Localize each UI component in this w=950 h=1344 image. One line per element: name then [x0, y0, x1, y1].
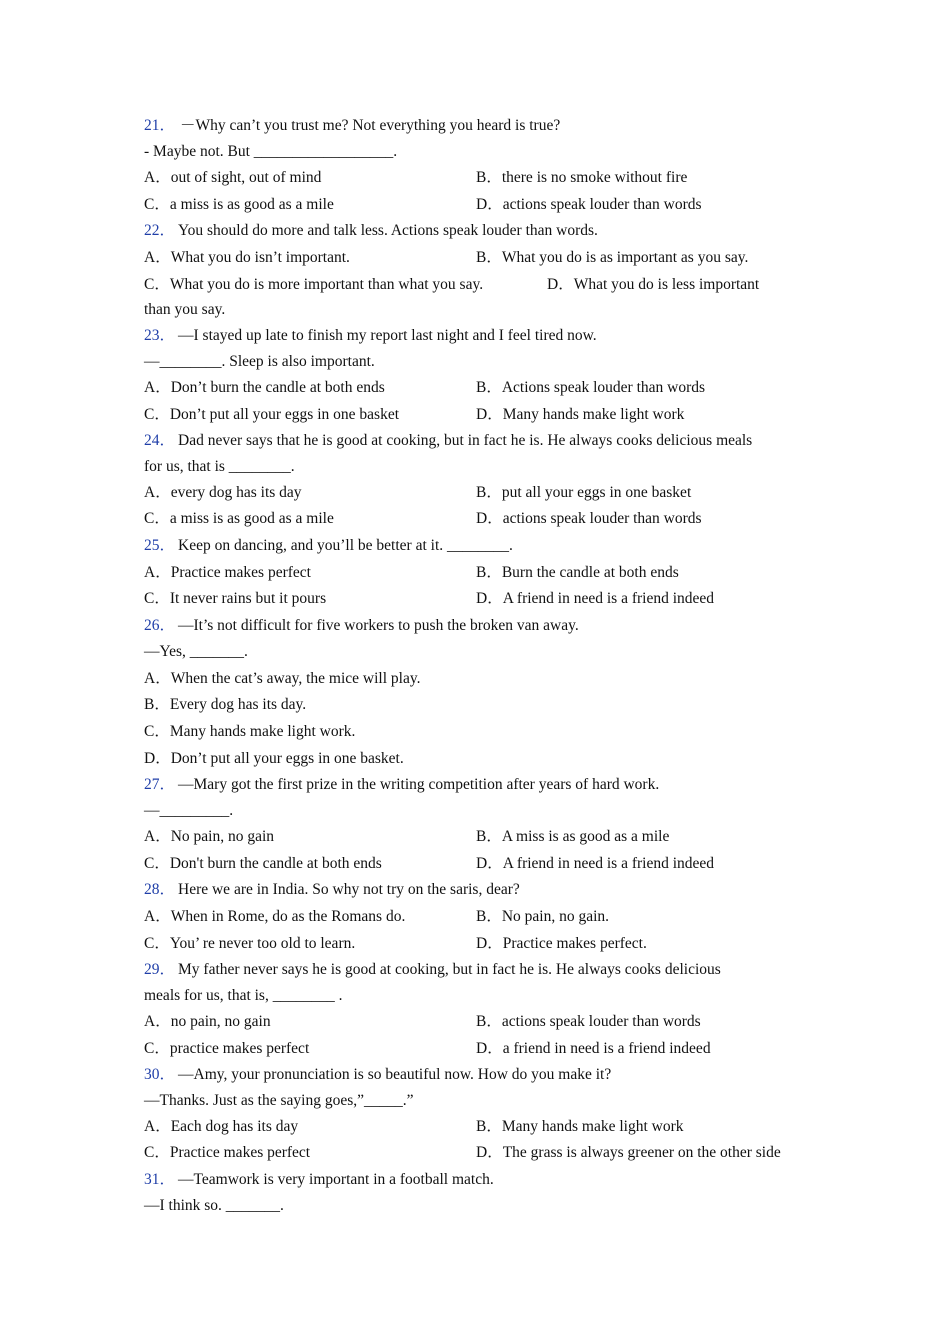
question-stem: —Teamwork is very important in a football match. — [178, 1171, 494, 1188]
option-b: B．put all your eggs in one basket — [476, 484, 692, 501]
option-b: B．Burn the candle at both ends — [476, 564, 679, 581]
option-a: A．When in Rome, do as the Romans do. — [144, 908, 406, 925]
option-a: A．No pain, no gain — [144, 828, 275, 845]
option-d: D．Many hands make light work — [476, 406, 685, 423]
option-c: C．a miss is as good as a mile — [144, 510, 334, 527]
question-stem: －Why can’t you trust me? Not everything you heard is true? — [180, 117, 561, 134]
option-d-continued: than you say. — [144, 301, 226, 318]
option-b: B．Actions speak louder than words — [476, 379, 706, 396]
option-b: B．No pain, no gain. — [476, 908, 610, 925]
question-stem-line: meals for us, that is, ________ . — [144, 987, 343, 1004]
option-d: D．The grass is always greener on the other side — [476, 1144, 781, 1161]
option-a: A．Practice makes perfect — [144, 564, 311, 581]
option-c: C．Don't burn the candle at both ends — [144, 855, 382, 872]
option-b: B．there is no smoke without fire — [476, 169, 688, 186]
option-c: C．Don’t put all your eggs in one basket — [144, 406, 400, 423]
question-number: 22． — [144, 222, 176, 239]
question-stem-line: —Thanks. Just as the saying goes,”_____.” — [144, 1092, 414, 1109]
question-stem-line: —_________. — [144, 802, 234, 819]
option-c: C．Many hands make light work. — [144, 723, 356, 740]
option-d: D．What you do is less important — [547, 276, 760, 293]
question-stem: —Amy, your pronunciation is so beautiful now. How do you make it? — [178, 1066, 612, 1083]
option-b: B．What you do is as important as you say. — [476, 249, 749, 266]
question-stem-line: for us, that is ________. — [144, 458, 295, 475]
question-stem-line: —Yes, _______. — [144, 643, 248, 660]
option-a: A．Don’t burn the candle at both ends — [144, 379, 385, 396]
option-d: D．A friend in need is a friend indeed — [476, 590, 715, 607]
option-d: D．actions speak louder than words — [476, 196, 702, 213]
option-c: C．a miss is as good as a mile — [144, 196, 334, 213]
question-stem: —It’s not difficult for five workers to push the broken van away. — [178, 617, 579, 634]
question-number: 28． — [144, 881, 176, 898]
question-stem: Here we are in India. So why not try on the saris, dear? — [178, 881, 520, 898]
option-a: A．Each dog has its day — [144, 1118, 299, 1135]
option-c: C．You’ re never too old to learn. — [144, 935, 356, 952]
question-stem-line: —________. Sleep is also important. — [144, 353, 375, 370]
question-number: 26． — [144, 617, 176, 634]
question-stem: —I stayed up late to finish my report last night and I feel tired now. — [178, 327, 597, 344]
option-d: D．Don’t put all your eggs in one basket. — [144, 750, 404, 767]
question-number: 25． — [144, 537, 176, 554]
option-a: A．out of sight, out of mind — [144, 169, 322, 186]
option-a: A．no pain, no gain — [144, 1013, 271, 1030]
question-number: 23． — [144, 327, 176, 344]
question-number: 27． — [144, 776, 176, 793]
option-b: B．A miss is as good as a mile — [476, 828, 670, 845]
option-b: B．Every dog has its day. — [144, 696, 307, 713]
option-c: C．What you do is more important than what you say. — [144, 276, 484, 293]
question-number: 29． — [144, 961, 176, 978]
option-d: D．A friend in need is a friend indeed — [476, 855, 715, 872]
option-d: D．Practice makes perfect. — [476, 935, 647, 952]
option-a: A．What you do isn’t important. — [144, 249, 350, 266]
question-number: 30． — [144, 1066, 176, 1083]
question-number: 24． — [144, 432, 176, 449]
question-stem: Keep on dancing, and you’ll be better at it. ________. — [178, 537, 513, 554]
question-stem: You should do more and talk less. Actions speak louder than words. — [178, 222, 598, 239]
option-c: C．practice makes perfect — [144, 1040, 310, 1057]
question-number: 21． — [144, 117, 176, 134]
option-c: C．It never rains but it pours — [144, 590, 327, 607]
question-stem: My father never says he is good at cooking, but in fact he is. He always cooks delicious — [178, 961, 721, 978]
question-stem-line: - Maybe not. But __________________. — [144, 143, 398, 160]
question-stem-line: —I think so. _______. — [144, 1197, 284, 1214]
option-b: B．Many hands make light work — [476, 1118, 684, 1135]
option-d: D．a friend in need is a friend indeed — [476, 1040, 711, 1057]
option-a: A．When the cat’s away, the mice will play. — [144, 670, 421, 687]
option-c: C．Practice makes perfect — [144, 1144, 311, 1161]
question-stem: —Mary got the first prize in the writing competition after years of hard work. — [178, 776, 660, 793]
option-a: A．every dog has its day — [144, 484, 302, 501]
option-b: B．actions speak louder than words — [476, 1013, 701, 1030]
question-stem: Dad never says that he is good at cooking, but in fact he is. He always cooks delicious meals — [178, 432, 753, 449]
question-number: 31． — [144, 1171, 176, 1188]
option-d: D．actions speak louder than words — [476, 510, 702, 527]
